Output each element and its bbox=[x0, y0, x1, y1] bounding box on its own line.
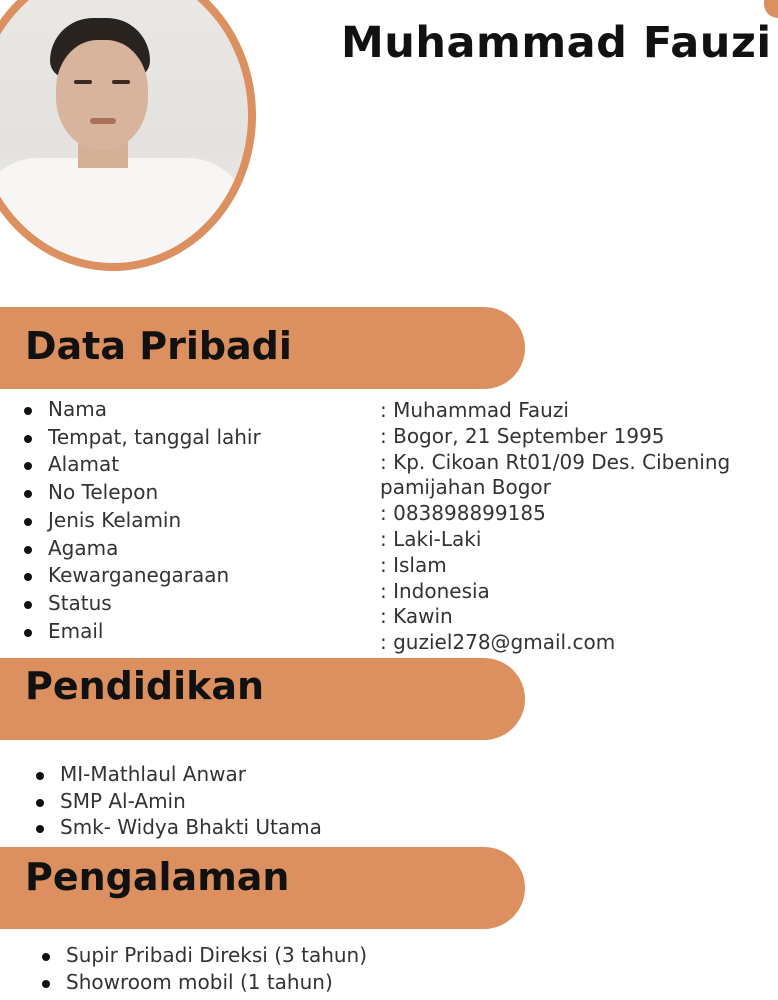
cv-name-heading: Muhammad Fauzi bbox=[341, 18, 772, 68]
experience-list bbox=[40, 942, 367, 995]
education-item: MI-Mathlaul Anwar bbox=[34, 761, 322, 788]
education-list bbox=[34, 761, 322, 841]
personal-data-values bbox=[380, 398, 760, 656]
value-email: : guziel278@gmail.com bbox=[380, 630, 616, 655]
education-item: SMP Al-Amin bbox=[34, 788, 322, 815]
value-kewarganegaraan: : Indonesia bbox=[380, 578, 490, 603]
section-title-data-pribadi: Data Pribadi bbox=[25, 324, 292, 368]
value-agama: : Islam bbox=[380, 552, 447, 577]
label-status: Status bbox=[22, 590, 261, 618]
value-nama: : Muhammad Fauzi bbox=[380, 398, 569, 422]
value-telepon: : 083898899185 bbox=[380, 501, 546, 526]
value-status: : Kawin bbox=[380, 604, 453, 629]
photo-shirt bbox=[0, 158, 248, 271]
label-nama: Nama bbox=[22, 396, 261, 424]
experience-item: Showroom mobil (1 tahun) bbox=[40, 969, 367, 996]
label-ttl: Tempat, tanggal lahir bbox=[22, 424, 261, 452]
photo-face bbox=[56, 40, 148, 150]
label-kewarganegaraan: Kewarganegaraan bbox=[22, 562, 261, 590]
value-alamat-cont: pamijahan Bogor bbox=[380, 475, 551, 500]
value-alamat: : Kp. Cikoan Rt01/09 Des. Cibening bbox=[380, 449, 731, 474]
label-alamat: Alamat bbox=[22, 451, 261, 479]
section-title-pengalaman: Pengalaman bbox=[25, 855, 290, 899]
education-item: Smk- Widya Bhakti Utama bbox=[34, 814, 322, 841]
section-title-pendidikan: Pendidikan bbox=[25, 664, 265, 708]
label-telepon: No Telepon bbox=[22, 479, 261, 507]
photo-eye bbox=[74, 80, 92, 84]
photo-eye bbox=[112, 80, 130, 84]
label-agama: Agama bbox=[22, 535, 261, 563]
label-jenis-kelamin: Jenis Kelamin bbox=[22, 507, 261, 535]
photo-mouth bbox=[90, 118, 116, 124]
experience-item: Supir Pribadi Direksi (3 tahun) bbox=[40, 942, 367, 969]
personal-data-labels bbox=[22, 396, 261, 645]
value-jenis-kelamin: : Laki-Laki bbox=[380, 526, 482, 551]
value-ttl: : Bogor, 21 September 1995 bbox=[380, 423, 665, 448]
label-email: Email bbox=[22, 618, 261, 646]
profile-photo bbox=[0, 0, 256, 271]
corner-decoration bbox=[764, 0, 778, 18]
